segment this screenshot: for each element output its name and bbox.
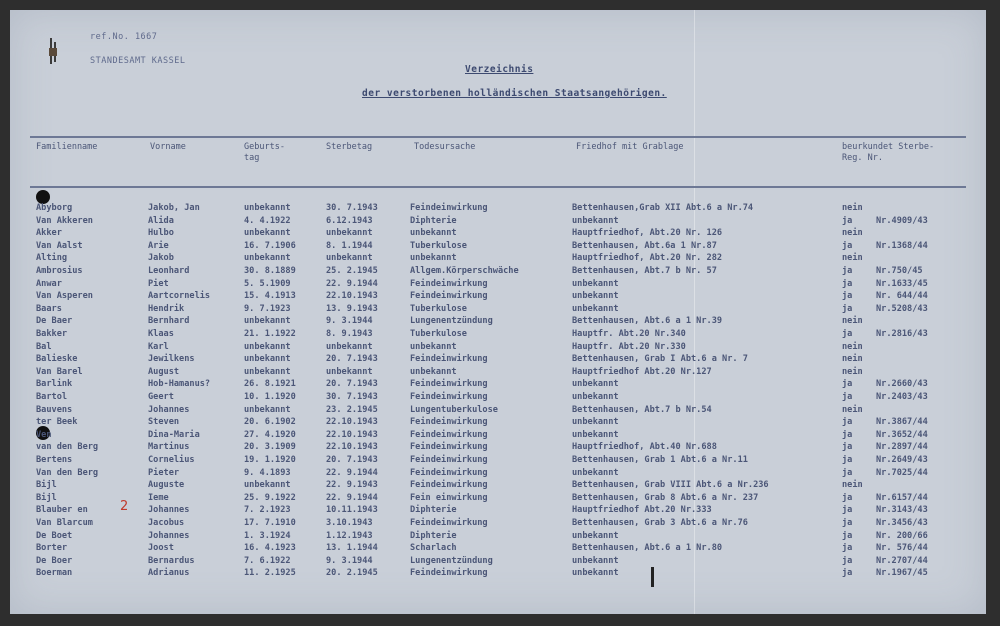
beurkundet-cell: ja (842, 392, 853, 402)
familienname-cell: Van Akkeren (36, 215, 93, 226)
table-row (10, 215, 986, 228)
beurkundet-cell: ja (842, 530, 853, 541)
header-rule-top (30, 136, 966, 138)
friedhof-cell: Bettenhausen, Grab 3 Abt.6 a Nr.76 (572, 518, 748, 528)
register-number-cell: Nr.2403/43 (876, 392, 928, 402)
sterbetag-cell: 8. 9.1943 (326, 329, 373, 339)
familienname-cell: Borter (36, 543, 68, 554)
geburtstag-cell: 20. 3.1909 (244, 442, 296, 453)
familienname-cell: Alting (36, 253, 68, 264)
geburtstag-cell: 9. 4.1893 (244, 467, 291, 478)
beurkundet-cell: nein (842, 480, 863, 491)
familienname-cell: Balieske (36, 354, 78, 365)
sterbetag-cell: 22. 9.1943 (326, 480, 378, 491)
table-row (10, 567, 986, 580)
sterbetag-cell: 22. 9.1944 (326, 492, 378, 503)
sterbetag-cell: 20. 2.1945 (326, 568, 378, 579)
table-row (10, 429, 986, 442)
geburtstag-cell: unbekannt (244, 203, 291, 213)
table-row (10, 227, 986, 240)
table-row (10, 441, 986, 454)
friedhof-cell: Hauptfriedhof, Abt.40 Nr.688 (572, 442, 717, 453)
beurkundet-cell: ja (842, 417, 853, 428)
geburtstag-cell: 25. 9.1922 (244, 492, 296, 503)
table-row (10, 303, 986, 316)
vorname-cell: Dina-Maria (148, 429, 200, 440)
beurkundet-cell: nein (842, 366, 863, 377)
geburtstag-cell: unbekannt (244, 366, 291, 377)
register-number-cell: Nr. 576/44 (876, 543, 928, 554)
sterbetag-cell: 25. 2.1945 (326, 266, 378, 276)
geburtstag-cell: 15. 4.1913 (244, 291, 296, 302)
col-header-geburtstag: Geburts- tag (244, 142, 285, 163)
sterbetag-cell: 22. 9.1944 (326, 467, 378, 478)
table-row (10, 341, 986, 354)
vorname-cell: Bernhard (148, 316, 190, 327)
geburtstag-cell: 21. 1.1922 (244, 329, 296, 339)
sterbetag-cell: 13. 9.1943 (326, 303, 378, 314)
beurkundet-cell: nein (842, 341, 863, 352)
friedhof-cell: Hauptfr. Abt.20 Nr.330 (572, 341, 686, 352)
todesursache-cell: Feindeinwirkung (410, 480, 488, 491)
table-row (10, 278, 986, 291)
friedhof-cell: unbekannt (572, 568, 619, 579)
sterbetag-cell: 23. 2.1945 (326, 404, 378, 415)
geburtstag-cell: 4. 4.1922 (244, 215, 291, 226)
geburtstag-cell: 9. 7.1923 (244, 303, 291, 314)
geburtstag-cell: unbekannt (244, 354, 291, 365)
familienname-cell: Bartol (36, 392, 68, 402)
friedhof-cell: Bettenhausen, Abt.6a 1 Nr.87 (572, 240, 717, 251)
vorname-cell: Adrianus (148, 568, 190, 579)
geburtstag-cell: unbekannt (244, 253, 291, 264)
beurkundet-cell: ja (842, 568, 853, 579)
vorname-cell: Pieter (148, 467, 180, 478)
beurkundet-cell: ja (842, 266, 853, 276)
beurkundet-cell: nein (842, 316, 863, 327)
reference-number: ref.No. 1667 (90, 32, 158, 42)
vorname-cell: Karl (148, 341, 169, 352)
friedhof-cell: Hauptfriedhof Abt.20 Nr.127 (572, 366, 712, 377)
friedhof-cell: Hauptfriedhof, Abt.20 Nr. 282 (572, 253, 723, 264)
vorname-cell: Johannes (148, 505, 190, 516)
col-header-todesursache: Todesursache (414, 142, 476, 152)
sterbetag-cell: 22.10.1943 (326, 417, 378, 428)
beurkundet-cell: ja (842, 291, 853, 302)
table-row (10, 378, 986, 391)
geburtstag-cell: 10. 1.1920 (244, 392, 296, 402)
office-name: STANDESAMT KASSEL (90, 56, 186, 66)
register-number-cell: Nr. 200/66 (876, 530, 928, 541)
geburtstag-cell: unbekannt (244, 228, 291, 239)
friedhof-cell: unbekannt (572, 303, 619, 314)
friedhof-cell: unbekannt (572, 215, 619, 226)
beurkundet-cell: ja (842, 215, 853, 226)
beurkundet-cell: ja (842, 467, 853, 478)
sterbetag-cell: 22.10.1943 (326, 429, 378, 440)
familienname-cell: Bakker (36, 329, 68, 339)
table-row (10, 328, 986, 341)
geburtstag-cell: 19. 1.1920 (244, 455, 296, 465)
col-header-beurkundet: beurkundet Sterbe- Reg. Nr. (842, 142, 935, 163)
familienname-cell: Ven (36, 429, 52, 440)
vorname-cell: Piet (148, 278, 169, 289)
table-row (10, 555, 986, 568)
register-number-cell: Nr.3867/44 (876, 417, 928, 428)
friedhof-cell: unbekannt (572, 392, 619, 402)
todesursache-cell: Tuberkulose (410, 240, 467, 251)
familienname-cell: Ambrosius (36, 266, 83, 276)
beurkundet-cell: ja (842, 455, 853, 465)
todesursache-cell: Scharlach (410, 543, 457, 554)
familienname-cell: Boerman (36, 568, 73, 579)
vorname-cell: Cornelius (148, 455, 195, 465)
vorname-cell: Hendrik (148, 303, 185, 314)
beurkundet-cell: ja (842, 240, 853, 251)
register-number-cell: Nr.3652/44 (876, 429, 928, 440)
table-row (10, 290, 986, 303)
vorname-cell: Jakob (148, 253, 174, 264)
friedhof-cell: Bettenhausen, Abt.6 a 1 Nr.39 (572, 316, 723, 327)
geburtstag-cell: 30. 8.1889 (244, 266, 296, 276)
sterbetag-cell: 30. 7.1943 (326, 203, 378, 213)
register-number-cell: Nr. 644/44 (876, 291, 928, 302)
register-number-cell: Nr.1633/45 (876, 278, 928, 289)
geburtstag-cell: 20. 6.1902 (244, 417, 296, 428)
vorname-cell: Auguste (148, 480, 185, 491)
sterbetag-cell: 20. 7.1943 (326, 379, 378, 390)
geburtstag-cell: 7. 6.1922 (244, 555, 291, 566)
beurkundet-cell: ja (842, 492, 853, 503)
sterbetag-cell: unbekannt (326, 341, 373, 352)
sterbetag-cell: 9. 3.1944 (326, 555, 373, 566)
familienname-cell: ter Beek (36, 417, 78, 428)
familienname-cell: van den Berg (36, 442, 99, 453)
vorname-cell: Klaas (148, 329, 174, 339)
friedhof-cell: Hauptfriedhof Abt.20 Nr.333 (572, 505, 712, 516)
sterbetag-cell: 22.10.1943 (326, 442, 378, 453)
register-number-cell: Nr.4909/43 (876, 215, 928, 226)
table-row (10, 454, 986, 467)
sterbetag-cell: 10.11.1943 (326, 505, 378, 516)
geburtstag-cell: 5. 5.1909 (244, 278, 291, 289)
familienname-cell: Blauber en (36, 505, 88, 516)
sterbetag-cell: 20. 7.1943 (326, 354, 378, 365)
table-row (10, 404, 986, 417)
sterbetag-cell: 1.12.1943 (326, 530, 373, 541)
todesursache-cell: Diphterie (410, 530, 457, 541)
col-header-friedhof: Friedhof mit Grablage (576, 142, 684, 152)
familienname-cell: Van Barel (36, 366, 83, 377)
familienname-cell: Van Aalst (36, 240, 83, 251)
todesursache-cell: Feindeinwirkung (410, 203, 488, 213)
todesursache-cell: unbekannt (410, 228, 457, 239)
todesursache-cell: Feindeinwirkung (410, 442, 488, 453)
todesursache-cell: unbekannt (410, 341, 457, 352)
vorname-cell: Johannes (148, 530, 190, 541)
beurkundet-cell: ja (842, 518, 853, 528)
todesursache-cell: Fein einwirkung (410, 492, 488, 503)
friedhof-cell: unbekannt (572, 429, 619, 440)
beurkundet-cell: ja (842, 379, 853, 390)
vorname-cell: Aartcornelis (148, 291, 211, 302)
geburtstag-cell: 1. 3.1924 (244, 530, 291, 541)
register-number-cell: Nr.7025/44 (876, 467, 928, 478)
register-number-cell: Nr.5208/43 (876, 303, 928, 314)
beurkundet-cell: ja (842, 442, 853, 453)
table-row (10, 202, 986, 215)
table-row (10, 504, 986, 517)
geburtstag-cell: 16. 7.1906 (244, 240, 296, 251)
vorname-cell: Hulbo (148, 228, 174, 239)
beurkundet-cell: ja (842, 329, 853, 339)
vorname-cell: Joost (148, 543, 174, 554)
friedhof-cell: unbekannt (572, 379, 619, 390)
sterbetag-cell: 6.12.1943 (326, 215, 373, 226)
geburtstag-cell: unbekannt (244, 341, 291, 352)
geburtstag-cell: 16. 4.1923 (244, 543, 296, 554)
familienname-cell: Anwar (36, 278, 62, 289)
vorname-cell: Leonhard (148, 266, 190, 276)
todesursache-cell: Feindeinwirkung (410, 417, 488, 428)
friedhof-cell: Bettenhausen, Abt.7 b Nr. 57 (572, 266, 717, 276)
register-number-cell: Nr.2649/43 (876, 455, 928, 465)
sterbetag-cell: 30. 7.1943 (326, 392, 378, 402)
header-rule-bottom (30, 186, 966, 188)
friedhof-cell: Bettenhausen, Abt.7 b Nr.54 (572, 404, 712, 415)
beurkundet-cell: nein (842, 253, 863, 264)
col-header-vorname: Vorname (150, 142, 186, 152)
friedhof-cell: unbekannt (572, 530, 619, 541)
vorname-cell: Martinus (148, 442, 190, 453)
geburtstag-cell: 27. 4.1920 (244, 429, 296, 440)
document-title: Verzeichnis (465, 64, 534, 75)
friedhof-cell: Bettenhausen, Grab 1 Abt.6 a Nr.11 (572, 455, 748, 465)
register-number-cell: Nr.1967/45 (876, 568, 928, 579)
vorname-cell: Steven (148, 417, 180, 428)
table-row (10, 416, 986, 429)
todesursache-cell: Feindeinwirkung (410, 392, 488, 402)
familienname-cell: Bijl (36, 480, 57, 491)
vorname-cell: Johannes (148, 404, 190, 415)
todesursache-cell: Allgem.Körperschwäche (410, 266, 519, 276)
beurkundet-cell: ja (842, 429, 853, 440)
friedhof-cell: Hauptfriedhof, Abt.20 Nr. 126 (572, 228, 723, 239)
familienname-cell: Barlink (36, 379, 73, 390)
friedhof-cell: Bettenhausen,Grab XII Abt.6 a Nr.74 (572, 203, 754, 213)
sterbetag-cell: 9. 3.1944 (326, 316, 373, 327)
familienname-cell: De Baer (36, 316, 73, 327)
familienname-cell: Bal (36, 341, 52, 352)
friedhof-cell: unbekannt (572, 467, 619, 478)
todesursache-cell: Feindeinwirkung (410, 429, 488, 440)
register-number-cell: Nr.3456/43 (876, 518, 928, 528)
friedhof-cell: Bettenhausen, Abt.6 a 1 Nr.80 (572, 543, 723, 554)
todesursache-cell: Tuberkulose (410, 303, 467, 314)
todesursache-cell: Lungenentzündung (410, 316, 493, 327)
familienname-cell: Bauvens (36, 404, 73, 415)
vorname-cell: Geert (148, 392, 174, 402)
beurkundet-cell: nein (842, 354, 863, 365)
beurkundet-cell: ja (842, 505, 853, 516)
register-number-cell: Nr.2816/43 (876, 329, 928, 339)
familienname-cell: Abyborg (36, 203, 73, 213)
friedhof-cell: Hauptfr. Abt.20 Nr.340 (572, 329, 686, 339)
todesursache-cell: Lungenentzündung (410, 555, 493, 566)
friedhof-cell: unbekannt (572, 278, 619, 289)
todesursache-cell: Feindeinwirkung (410, 568, 488, 579)
geburtstag-cell: 17. 7.1910 (244, 518, 296, 528)
table-row (10, 542, 986, 555)
vorname-cell: Jacobus (148, 518, 185, 528)
familienname-cell: De Boer (36, 555, 73, 566)
table-row (10, 353, 986, 366)
register-number-cell: Nr.1368/44 (876, 240, 928, 251)
register-number-cell: Nr.750/45 (876, 266, 923, 276)
friedhof-cell: unbekannt (572, 291, 619, 302)
document-sheet (10, 10, 986, 614)
sterbetag-cell: 22. 9.1944 (326, 278, 378, 289)
table-row (10, 467, 986, 480)
vorname-cell: Bernardus (148, 555, 195, 566)
todesursache-cell: Feindeinwirkung (410, 278, 488, 289)
table-row (10, 366, 986, 379)
sterbetag-cell: 20. 7.1943 (326, 455, 378, 465)
table-row (10, 479, 986, 492)
sterbetag-cell: 22.10.1943 (326, 291, 378, 302)
register-number-cell: Nr.3143/43 (876, 505, 928, 516)
beurkundet-cell: ja (842, 543, 853, 554)
table-row (10, 252, 986, 265)
beurkundet-cell: nein (842, 404, 863, 415)
vorname-cell: August (148, 366, 180, 377)
table-row (10, 530, 986, 543)
todesursache-cell: unbekannt (410, 253, 457, 264)
todesursache-cell: Feindeinwirkung (410, 518, 488, 528)
vorname-cell: Ieme (148, 492, 169, 503)
sterbetag-cell: 8. 1.1944 (326, 240, 373, 251)
beurkundet-cell: ja (842, 303, 853, 314)
sterbetag-cell: unbekannt (326, 253, 373, 264)
sterbetag-cell: unbekannt (326, 366, 373, 377)
vorname-cell: Hob-Hamanus? (148, 379, 211, 390)
vorname-cell: Alida (148, 215, 174, 226)
todesursache-cell: Diphterie (410, 505, 457, 516)
familienname-cell: Baars (36, 303, 62, 314)
table-row (10, 315, 986, 328)
familienname-cell: Bijl (36, 492, 57, 503)
todesursache-cell: Feindeinwirkung (410, 379, 488, 390)
table-row (10, 240, 986, 253)
vorname-cell: Jewilkens (148, 354, 195, 365)
familienname-cell: Akker (36, 228, 62, 239)
todesursache-cell: unbekannt (410, 366, 457, 377)
sterbetag-cell: unbekannt (326, 228, 373, 239)
document-subtitle: der verstorbenen holländischen Staatsangehörigen. (362, 88, 667, 99)
col-header-sterbetag: Sterbetag (326, 142, 373, 152)
friedhof-cell: Bettenhausen, Grab VIII Abt.6 a Nr.236 (572, 480, 769, 491)
todesursache-cell: Feindeinwirkung (410, 455, 488, 465)
table-row (10, 391, 986, 404)
register-number-cell: Nr.2897/44 (876, 442, 928, 453)
familienname-cell: De Boet (36, 530, 73, 541)
vorname-cell: Arie (148, 240, 169, 251)
paper-clip-icon (48, 36, 58, 68)
friedhof-cell: unbekannt (572, 417, 619, 428)
sterbetag-cell: 13. 1.1944 (326, 543, 378, 554)
register-number-cell: Nr.6157/44 (876, 492, 928, 503)
beurkundet-cell: ja (842, 278, 853, 289)
familienname-cell: Van den Berg (36, 467, 99, 478)
todesursache-cell: Feindeinwirkung (410, 354, 488, 365)
geburtstag-cell: unbekannt (244, 316, 291, 327)
register-number-cell: Nr.2707/44 (876, 555, 928, 566)
todesursache-cell: Feindeinwirkung (410, 291, 488, 302)
familienname-cell: Van Asperen (36, 291, 93, 302)
familienname-cell: Van Blarcum (36, 518, 93, 528)
beurkundet-cell: nein (842, 228, 863, 239)
geburtstag-cell: 26. 8.1921 (244, 379, 296, 390)
friedhof-cell: unbekannt (572, 555, 619, 566)
familienname-cell: Bertens (36, 455, 73, 465)
geburtstag-cell: unbekannt (244, 480, 291, 491)
col-header-familienname: Familienname (36, 142, 98, 152)
sterbetag-cell: 3.10.1943 (326, 518, 373, 528)
table-row (10, 492, 986, 505)
beurkundet-cell: nein (842, 203, 863, 213)
register-number-cell: Nr.2660/43 (876, 379, 928, 390)
geburtstag-cell: unbekannt (244, 404, 291, 415)
table-row (10, 517, 986, 530)
beurkundet-cell: ja (842, 555, 853, 566)
geburtstag-cell: 11. 2.1925 (244, 568, 296, 579)
red-pencil-annotation: 2 (120, 499, 129, 514)
geburtstag-cell: 7. 2.1923 (244, 505, 291, 516)
friedhof-cell: Bettenhausen, Grab I Abt.6 a Nr. 7 (572, 354, 748, 365)
todesursache-cell: Tuberkulose (410, 329, 467, 339)
todesursache-cell: Feindeinwirkung (410, 467, 488, 478)
todesursache-cell: Diphterie (410, 215, 457, 226)
friedhof-cell: Bettenhausen, Grab 8 Abt.6 a Nr. 237 (572, 492, 759, 503)
todesursache-cell: Lungentuberkulose (410, 404, 498, 415)
table-row (10, 265, 986, 278)
vorname-cell: Jakob, Jan (148, 203, 200, 213)
